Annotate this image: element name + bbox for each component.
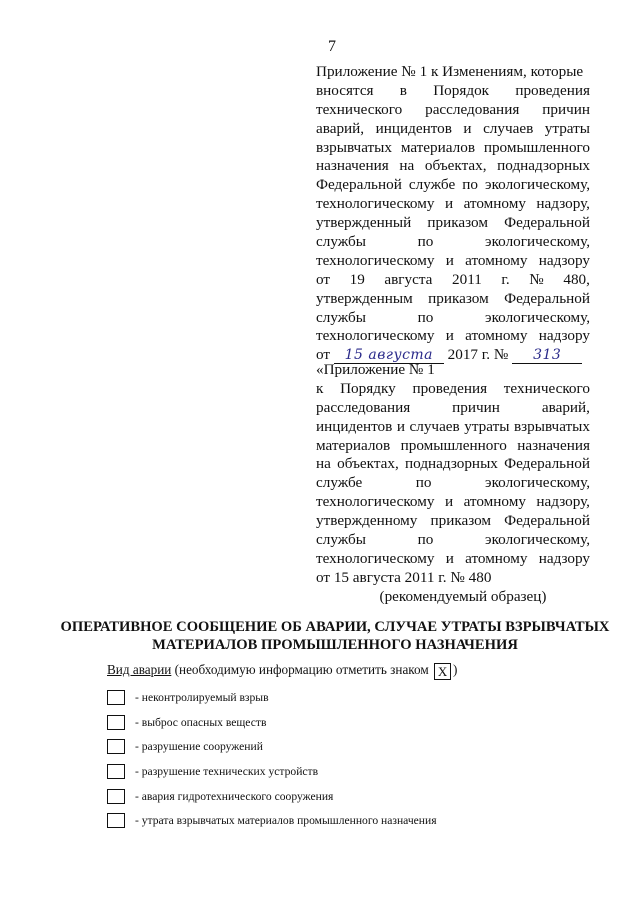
word: назначения [316, 157, 389, 175]
document-title [60, 619, 610, 654]
text-line [316, 474, 590, 493]
order-date-prefix: от [316, 346, 331, 364]
sample-note: (рекомендуемый образец) [379, 587, 547, 605]
text-line [316, 399, 590, 418]
text-line [316, 437, 590, 456]
word: в [399, 81, 407, 99]
word: приказом [427, 214, 488, 232]
word: надзору, [536, 195, 590, 213]
word: назначения [517, 436, 590, 454]
word: взрывчатых [316, 138, 392, 156]
word: и [445, 327, 454, 345]
text-line [316, 455, 590, 474]
word: по [462, 176, 478, 194]
word: утвержденный [316, 214, 412, 232]
word: инцидентов [375, 119, 452, 137]
word: Федеральной [316, 176, 402, 194]
word: и [445, 251, 454, 269]
word: экологическому, [485, 531, 590, 549]
word: и [444, 195, 454, 213]
word: технологическому [316, 493, 435, 511]
word: промышленного [400, 436, 507, 454]
word: по [415, 474, 432, 492]
text-line [316, 531, 590, 550]
checklist-label: - утрата взрывчатых материалов промышленного назначения [135, 814, 437, 828]
sample-mark-x-icon: X [434, 663, 451, 680]
title-line: МАТЕРИАЛОВ ПРОМЫШЛЕННОГО НАЗНАЧЕНИЯ [152, 636, 518, 653]
word: случаев [409, 417, 460, 435]
checklist-item [107, 759, 437, 784]
word: аварий, [541, 398, 590, 416]
word: атомному [463, 493, 526, 511]
checklist-item [107, 784, 437, 809]
word: Федеральной [504, 455, 590, 473]
word: приказом [428, 289, 489, 307]
word: и [396, 417, 405, 435]
accident-kind-label: Вид аварии [107, 662, 172, 677]
word: объектах, [337, 455, 399, 473]
word: объектах, [424, 157, 487, 175]
appendix-header-procedure-lines [316, 361, 590, 588]
word: утраты [544, 119, 590, 137]
text-line [316, 309, 590, 328]
word: по [417, 308, 434, 326]
word: по [417, 233, 434, 251]
word: атомному [465, 549, 528, 567]
word: поднадзорных [497, 157, 590, 175]
checklist-item [107, 734, 437, 759]
word: технического [316, 100, 403, 118]
word: случаев [483, 119, 534, 137]
word: 480, [563, 270, 590, 288]
word: Федеральной [504, 289, 590, 307]
checklist-label: - разрушение технических устройств [135, 764, 319, 778]
checklist-label: - авария гидротехнического сооружения [135, 789, 334, 803]
text-line [316, 214, 590, 233]
handwritten-order-number: 313 [533, 347, 562, 364]
text-line [316, 82, 590, 101]
word: причин [452, 398, 500, 416]
checkbox-equipment-destruction[interactable] [107, 764, 125, 779]
text-line [316, 101, 590, 120]
word: поднадзорных [405, 455, 498, 473]
word: проведения [412, 379, 488, 397]
checklist-label: - неконтролируемый взрыв [135, 690, 269, 704]
word: и [463, 119, 472, 137]
word: технологическому [316, 195, 435, 213]
checkbox-uncontrolled-explosion[interactable] [107, 690, 125, 705]
word: августа [384, 270, 433, 288]
checkbox-explosives-loss[interactable] [107, 813, 125, 828]
word: атомному [465, 251, 528, 269]
checklist-item [107, 685, 437, 710]
page-number: 7 [328, 38, 336, 55]
text-line [316, 63, 590, 82]
word: утвержденным [316, 289, 413, 307]
word: службы [316, 233, 366, 251]
word: Порядку [340, 379, 396, 397]
word: надзору [538, 327, 590, 345]
word: атомному [465, 327, 528, 345]
text-line [316, 233, 590, 252]
word: проведения [515, 81, 590, 99]
text-line [316, 512, 590, 531]
word: надзору, [536, 493, 590, 511]
word: 2011 [452, 270, 482, 288]
word: атомному [463, 195, 526, 213]
word: причин [542, 100, 590, 118]
word: промышленного [483, 138, 590, 156]
word: инцидентов [316, 417, 393, 435]
word: взрывчатых [514, 417, 590, 435]
word: к [316, 379, 324, 397]
word: Порядок [433, 81, 490, 99]
word: службе [316, 474, 363, 492]
word: материалов [316, 436, 391, 454]
word: аварий, [316, 119, 365, 137]
word: экологическому, [485, 233, 590, 251]
order-year-text: 2017 г. № [447, 346, 509, 364]
word: Федеральной [504, 214, 590, 232]
word: экологическому, [485, 474, 590, 492]
word: утвержденному [316, 512, 418, 530]
text-line [316, 569, 590, 588]
word: по [417, 531, 434, 549]
word: надзору [538, 549, 590, 567]
text-line [316, 290, 590, 309]
word: приказом [430, 512, 492, 530]
word: Приложение № 1 к Изменениям, которые [316, 63, 584, 80]
word: вносятся [316, 81, 374, 99]
word: технологическому [316, 251, 435, 269]
text-line [316, 361, 590, 380]
accident-kind-heading [107, 662, 457, 680]
word: технического [503, 379, 590, 397]
text-line [316, 380, 590, 399]
checkbox-hazardous-release[interactable] [107, 715, 125, 730]
text-line [316, 493, 590, 512]
word: г. [501, 270, 510, 288]
text-line [316, 176, 590, 195]
word: материалов [400, 138, 475, 156]
word: службы [316, 531, 366, 549]
word: № [529, 270, 544, 288]
text-line [316, 271, 590, 290]
word: от 15 августа 2011 г. № 480 [316, 568, 492, 586]
word: службе [408, 176, 456, 194]
handwritten-order-date: 15 августа [344, 347, 434, 364]
checklist-label: - выброс опасных веществ [135, 715, 267, 729]
word: «Приложение № 1 [316, 361, 435, 378]
word: и [444, 493, 454, 511]
word: на [316, 455, 331, 473]
accident-kind-closing: ) [453, 662, 458, 677]
text-line [316, 157, 590, 176]
word: 19 [349, 270, 365, 288]
word: технологическому [316, 327, 435, 345]
appendix-header-amendments-lines [316, 63, 590, 346]
text-line [316, 120, 590, 139]
word: технологическому [316, 549, 435, 567]
accident-kind-checklist [107, 685, 437, 833]
word: расследования [316, 398, 411, 416]
word: надзору [538, 251, 590, 269]
text-line [316, 418, 590, 437]
text-line [316, 139, 590, 158]
word: от [316, 270, 331, 288]
checklist-item [107, 808, 437, 833]
appendix-header-amendments [316, 63, 590, 365]
word: службы [316, 308, 366, 326]
checklist-item [107, 710, 437, 735]
word: экологическому, [485, 176, 590, 194]
word: на [399, 157, 415, 175]
word: экологическому, [485, 308, 590, 326]
text-line [316, 195, 590, 214]
checklist-label: - разрушение сооружений [135, 740, 263, 754]
text-line [316, 327, 590, 346]
word: и [445, 549, 454, 567]
checkbox-structure-destruction[interactable] [107, 739, 125, 754]
accident-kind-instruction: (необходимую информацию отметить знаком [171, 662, 433, 677]
checkbox-hydraulic-structure-accident[interactable] [107, 789, 125, 804]
title-line: ОПЕРАТИВНОЕ СООБЩЕНИЕ ОБ АВАРИИ, СЛУЧАЕ УТРАТЫ ВЗРЫВЧАТЫХ [60, 619, 610, 635]
appendix-header-procedure [316, 361, 590, 607]
word: утраты [464, 417, 510, 435]
text-line [316, 550, 590, 569]
word: Федеральной [504, 512, 590, 530]
text-line [316, 252, 590, 271]
word: расследования [425, 100, 520, 118]
